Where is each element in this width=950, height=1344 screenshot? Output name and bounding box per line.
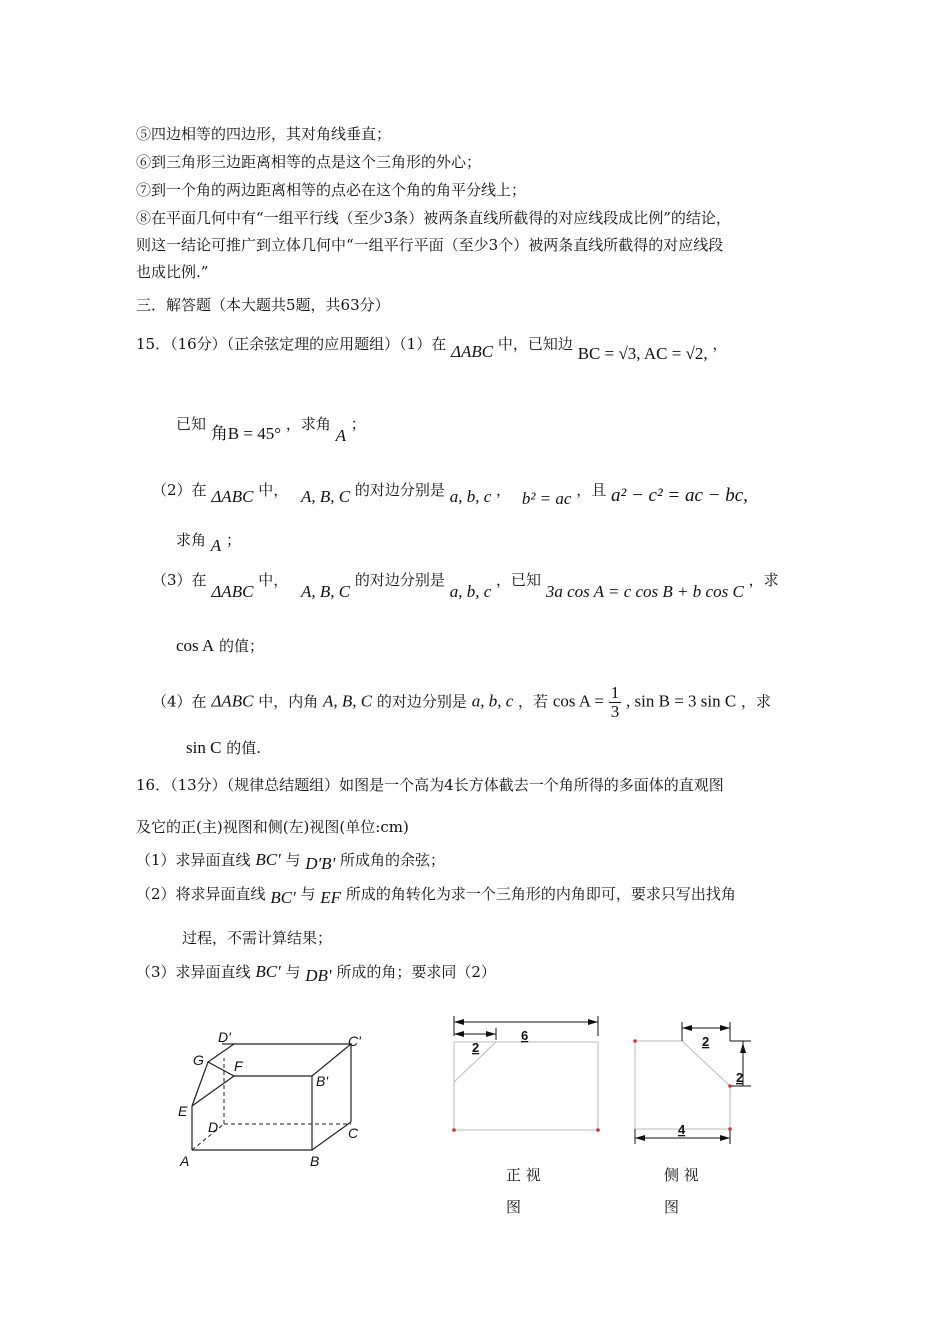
q15-p4-vertices: A, B, C — [323, 691, 373, 711]
q15-p3-value: 的值； — [219, 637, 265, 655]
label-b: B — [310, 1153, 320, 1169]
side-view-caption-2: 图 — [664, 1198, 680, 1216]
q15-p4-fraction — [609, 684, 622, 721]
item-8-line3: 也成比例.” — [136, 263, 209, 281]
q16-s3-db: DB' — [305, 966, 332, 985]
q15-p2-var-a: A — [210, 536, 222, 555]
q16-line1: 16．（13分）（规律总结题组）如图是一个高为4长方体截去一个角所得的多面体的直观图 — [136, 776, 724, 794]
item-6: ⑥到三角形三边距离相等的点是这个三角形的外心； — [136, 153, 482, 171]
q15-p2-comma: ， — [496, 481, 512, 499]
label-e: E — [178, 1103, 188, 1119]
q15-tail: ， — [712, 335, 728, 353]
label-d: D — [208, 1119, 219, 1135]
side-view-figure — [626, 1016, 756, 1146]
q15-p2-mid: 中， — [258, 481, 289, 499]
q15-ask: ，求角 — [285, 415, 331, 433]
q16-s2-c: 所成的角转化为求一个三角形的内角即可，要求只写出找角 — [345, 885, 736, 903]
q15-p3-head: （3）在 — [152, 571, 207, 589]
q16-sub2-line2: 过程，不需计算结果； — [182, 929, 333, 947]
q16-s1-a: （1）求异面直线 — [136, 851, 251, 869]
item-8-line2: 则这一结论可推广到立体几何中“一组平行平面（至少3个）被两条直线所截得的对应线段 — [136, 236, 724, 254]
label-dp: D' — [218, 1029, 231, 1045]
q15-condition: BC = √3, AC = √2, — [577, 344, 708, 363]
label-f: F — [234, 1058, 243, 1074]
front-dim-2: 2 — [472, 1040, 480, 1055]
q15-triangle: ΔABC — [451, 342, 494, 361]
q16-s3-a: （3）求异面直线 — [136, 963, 251, 981]
front-view-caption-1: 正 视 — [506, 1166, 541, 1184]
q15-p3-sides: a, b, c — [449, 582, 492, 601]
q15-p4-rest: , sin B = 3 sin C — [626, 691, 737, 711]
section-3-heading: 三．解答题（本大题共5题，共63分） — [136, 296, 390, 314]
q15-p3-cosa: cos A — [176, 636, 215, 655]
q15-p4-ask: ，求 — [741, 692, 772, 711]
q15-p2-head: （2）在 — [152, 481, 207, 499]
q15-p4-head: （4）在 — [152, 692, 207, 711]
front-view-figure — [446, 1012, 606, 1134]
q15-part3-line1 — [152, 570, 779, 601]
q16-s2-bc: BC' — [270, 888, 296, 907]
q16-s1-bc: BC' — [255, 850, 281, 869]
q15-mid: 中，已知边 — [497, 335, 573, 353]
q15-p2-opp: 的对边分别是 — [354, 481, 445, 499]
q15-p3-vertices: A, B, C — [301, 582, 351, 601]
q15-p3-ask: ，求 — [748, 571, 779, 589]
label-a: A — [180, 1153, 190, 1169]
q15-p4-value: 的值. — [226, 739, 261, 757]
q16-s2-b: 与 — [300, 885, 316, 903]
label-bp: B' — [316, 1073, 329, 1089]
q16-s3-b: 与 — [285, 963, 301, 981]
q15-p3-opp: 的对边分别是 — [354, 571, 445, 589]
q15-part3-line2 — [176, 636, 264, 656]
q16-s1-c: 所成角的余弦； — [339, 851, 445, 869]
item-8-line1: ⑧在平面几何中有“一组平行线（至少3条）被两条直线所截得的对应线段成比例”的结论， — [136, 209, 731, 227]
q15-p4-sides: a, b, c — [471, 691, 514, 711]
side-dim-right: 2 — [736, 1070, 744, 1085]
fraction-numerator: 1 — [610, 683, 620, 702]
q15-part2-line2 — [176, 530, 241, 555]
q15-p2-triangle: ΔABC — [211, 487, 254, 506]
q16-s3-bc: BC' — [255, 962, 281, 981]
q16-s3-c: 所成的角；要求同（2） — [336, 963, 496, 981]
q15-head: 15．（16分）（正余弦定理的应用题组）（1）在 — [136, 335, 447, 353]
side-dim-bottom: 4 — [678, 1122, 686, 1137]
q15-p2-ask: 求角 — [176, 531, 207, 549]
q15-p2-and: ，且 — [576, 481, 607, 499]
label-cp: C' — [348, 1033, 361, 1049]
q16-s1-db: D'B' — [305, 854, 336, 873]
q15-p2-eq2: a² − c² = ac − bc, — [611, 485, 748, 506]
q15-p4-mid: 中，内角 — [258, 692, 319, 711]
q15-p3-known: ，已知 — [496, 571, 542, 589]
q16-s1-b: 与 — [285, 851, 301, 869]
q15-p4-sinc: sin C — [186, 738, 222, 757]
front-view-caption-2: 图 — [506, 1198, 522, 1216]
side-dim-top: 2 — [702, 1034, 710, 1049]
polyhedron-figure — [170, 1028, 380, 1178]
q15-p3-mid: 中， — [258, 571, 289, 589]
q15-var-a: A — [335, 426, 346, 445]
q15-p2-eq1: b² = ac — [521, 489, 572, 508]
q16-line2: 及它的正(主)视图和侧(左)视图(单位:cm) — [136, 818, 409, 836]
q16-s2-ef: EF — [320, 888, 342, 907]
item-5: ⑤四边相等的四边形，其对角线垂直； — [136, 125, 392, 143]
q15-p2-vertices: A, B, C — [301, 487, 351, 506]
q16-sub2 — [136, 884, 736, 907]
q16-s2-a: （2）将求异面直线 — [136, 885, 266, 903]
q15-known: 已知 — [176, 415, 207, 433]
q16-sub1 — [136, 850, 445, 873]
q15-part2-line1 — [152, 480, 748, 508]
q15-part4-line2 — [186, 738, 261, 758]
item-7: ⑦到一个角的两边距离相等的点必在这个角的角平分线上； — [136, 181, 527, 199]
label-c: C — [348, 1125, 359, 1141]
q15-angle-b: 角B = 45° — [210, 424, 282, 443]
q15-part4-line1 — [152, 684, 771, 721]
q16-sub3 — [136, 962, 496, 985]
q15-line1 — [136, 334, 728, 363]
q15-part1-line2 — [176, 414, 366, 445]
front-dim-6: 6 — [521, 1028, 529, 1043]
q15-p4-triangle: ΔABC — [211, 691, 254, 711]
q15-p3-eq: 3a cos A = c cos B + b cos C — [545, 582, 744, 601]
q15-p2-semi: ； — [225, 531, 241, 549]
side-view-caption-1: 侧 视 — [664, 1166, 699, 1184]
q15-p4-opp: 的对边分别是 — [376, 692, 467, 711]
q15-p2-sides: a, b, c — [449, 487, 492, 506]
q15-p4-cos: cos A = — [552, 691, 604, 711]
q15-semi: ； — [350, 415, 366, 433]
q15-p4-if: ，若 — [518, 692, 549, 711]
fraction-denominator: 3 — [610, 702, 620, 721]
label-g: G — [193, 1052, 204, 1068]
q15-p3-triangle: ΔABC — [211, 582, 254, 601]
